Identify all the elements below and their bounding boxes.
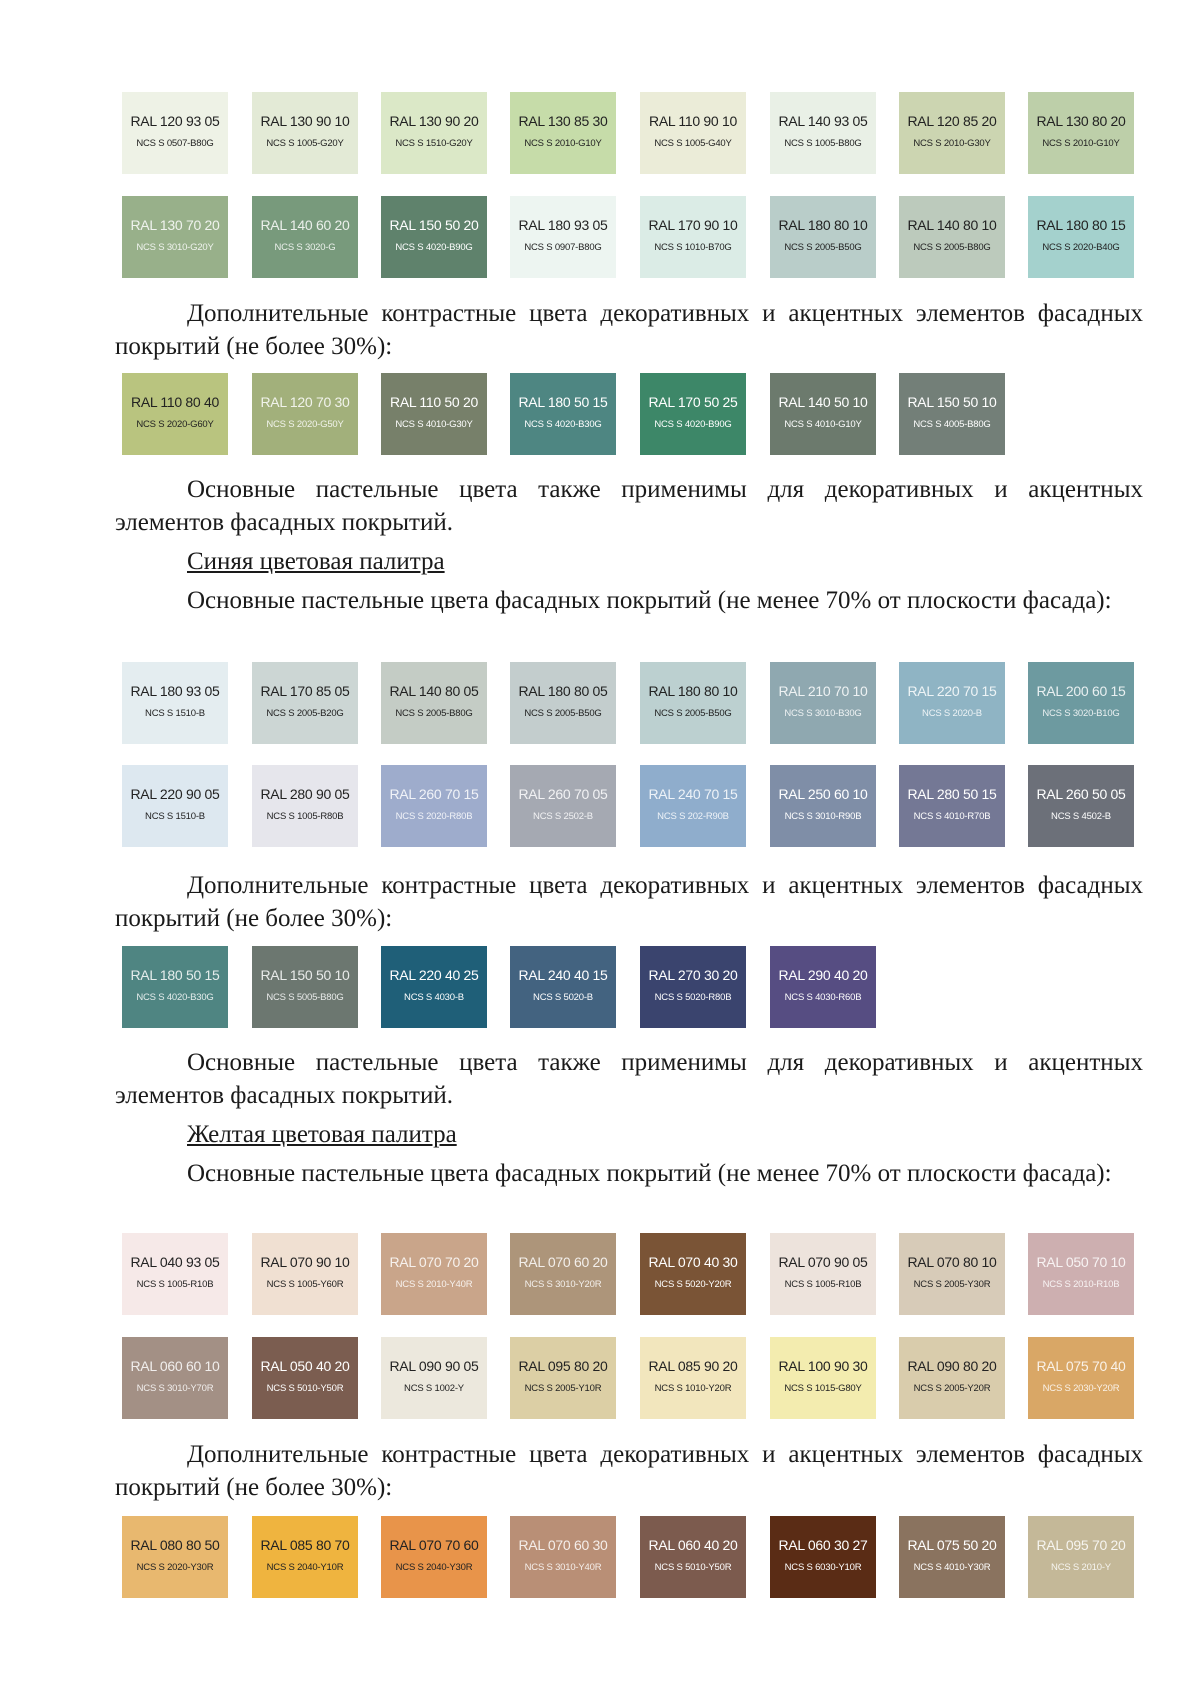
ncs-code: NCS S 2020-Y30R — [136, 1561, 214, 1573]
ncs-code: NCS S 2005-Y20R — [913, 1382, 991, 1394]
ral-code: RAL 180 93 05 — [518, 216, 608, 233]
color-swatch — [510, 946, 616, 1028]
ral-code: RAL 260 70 05 — [518, 785, 608, 802]
ncs-code: NCS S 2020-B40G — [1042, 241, 1120, 253]
ncs-code: NCS S 3020-B10G — [1042, 707, 1120, 719]
ral-code: RAL 140 50 10 — [778, 393, 868, 410]
color-swatch — [899, 1233, 1005, 1315]
ncs-code: NCS S 3010-B30G — [784, 707, 862, 719]
ncs-code: NCS S 5010-Y50R — [266, 1382, 344, 1394]
color-swatch — [252, 946, 358, 1028]
color-swatch — [640, 196, 746, 278]
ral-code: RAL 250 60 10 — [778, 785, 868, 802]
ral-code: RAL 130 90 10 — [260, 112, 350, 129]
color-swatch — [640, 1516, 746, 1598]
color-swatch — [770, 765, 876, 847]
ncs-code: NCS S 1005-G20Y — [266, 137, 344, 149]
ral-code: RAL 070 70 60 — [389, 1536, 479, 1553]
color-swatch — [122, 1233, 228, 1315]
ral-code: RAL 280 50 15 — [907, 785, 997, 802]
ral-code: RAL 240 40 15 — [518, 966, 608, 983]
ncs-code: NCS S 5005-B80G — [266, 991, 344, 1003]
ncs-code: NCS S 5020-B — [533, 991, 593, 1003]
ncs-code: NCS S 2010-G10Y — [1042, 137, 1120, 149]
color-swatch — [510, 373, 616, 455]
ral-code: RAL 075 70 40 — [1036, 1357, 1126, 1374]
ral-code: RAL 170 90 10 — [648, 216, 738, 233]
color-swatch — [122, 1337, 228, 1419]
ral-code: RAL 090 80 20 — [907, 1357, 997, 1374]
ncs-code: NCS S 2030-Y20R — [1042, 1382, 1120, 1394]
body-paragraph: Дополнительные контрастные цвета декоративных и акцентных элементов фасадных покрытий (не более 30%): — [115, 1441, 1143, 1501]
ncs-code: NCS S 4010-G30Y — [395, 418, 473, 430]
color-swatch — [770, 662, 876, 744]
color-swatch — [899, 92, 1005, 174]
ncs-code: NCS S 2010-G10Y — [524, 137, 602, 149]
ral-code: RAL 050 40 20 — [260, 1357, 350, 1374]
color-swatch — [1028, 196, 1134, 278]
ral-code: RAL 085 80 70 — [260, 1536, 350, 1553]
color-swatch — [1028, 92, 1134, 174]
ncs-code: NCS S 4020-B90G — [654, 418, 732, 430]
color-swatch — [1028, 1233, 1134, 1315]
ncs-code: NCS S 3010-Y70R — [136, 1382, 214, 1394]
ral-code: RAL 220 70 15 — [907, 682, 997, 699]
ncs-code: NCS S 2010-G30Y — [913, 137, 991, 149]
ncs-code: NCS S 4020-B90G — [395, 241, 473, 253]
color-swatch — [122, 946, 228, 1028]
color-swatch — [252, 1516, 358, 1598]
color-swatch — [252, 1337, 358, 1419]
ral-code: RAL 100 90 30 — [778, 1357, 868, 1374]
color-swatch — [640, 662, 746, 744]
body-paragraph: Основные пастельные цвета также применимы для декоративных и акцентных элементов фасадных покрытий. — [115, 1049, 1143, 1109]
color-swatch — [252, 92, 358, 174]
ncs-code: NCS S 4030-R60B — [784, 991, 862, 1003]
ncs-code: NCS S 4010-Y30R — [913, 1561, 991, 1573]
ncs-code: NCS S 2005-B50G — [654, 707, 732, 719]
color-swatch — [252, 1233, 358, 1315]
ral-code: RAL 180 80 10 — [648, 682, 738, 699]
ral-code: RAL 150 50 10 — [260, 966, 350, 983]
color-swatch — [510, 196, 616, 278]
color-swatch — [640, 1233, 746, 1315]
color-swatch — [770, 373, 876, 455]
ral-code: RAL 120 70 30 — [260, 393, 350, 410]
body-paragraph: Дополнительные контрастные цвета декоративных и акцентных элементов фасадных покрытий (не более 30%): — [115, 872, 1143, 932]
ncs-code: NCS S 2005-B80G — [395, 707, 473, 719]
ral-code: RAL 070 60 20 — [518, 1253, 608, 1270]
ral-code: RAL 210 70 10 — [778, 682, 868, 699]
ral-code: RAL 040 93 05 — [130, 1253, 220, 1270]
ncs-code: NCS S 0907-B80G — [524, 241, 602, 253]
color-swatch — [381, 662, 487, 744]
ncs-code: NCS S 1005-R10B — [784, 1278, 862, 1290]
color-swatch — [510, 662, 616, 744]
ral-code: RAL 260 50 05 — [1036, 785, 1126, 802]
ncs-code: NCS S 3010-R90B — [784, 810, 862, 822]
ncs-code: NCS S 5010-Y50R — [654, 1561, 732, 1573]
color-swatch — [122, 92, 228, 174]
ncs-code: NCS S 2005-Y10R — [524, 1382, 602, 1394]
ral-code: RAL 180 80 10 — [778, 216, 868, 233]
color-swatch — [122, 373, 228, 455]
ral-code: RAL 130 80 20 — [1036, 112, 1126, 129]
ral-code: RAL 085 90 20 — [648, 1357, 738, 1374]
ral-code: RAL 120 85 20 — [907, 112, 997, 129]
color-swatch — [252, 196, 358, 278]
ral-code: RAL 170 50 25 — [648, 393, 738, 410]
ncs-code: NCS S 4010-R70B — [913, 810, 991, 822]
ncs-code: NCS S 2040-Y30R — [395, 1561, 473, 1573]
ral-code: RAL 080 80 50 — [130, 1536, 220, 1553]
color-swatch — [510, 1516, 616, 1598]
ral-code: RAL 180 80 05 — [518, 682, 608, 699]
ncs-code: NCS S 2010-Y — [1051, 1561, 1111, 1573]
color-swatch — [899, 373, 1005, 455]
ncs-code: NCS S 5020-R80B — [654, 991, 732, 1003]
ral-code: RAL 070 60 30 — [518, 1536, 608, 1553]
color-swatch — [1028, 1337, 1134, 1419]
color-swatch — [770, 92, 876, 174]
ncs-code: NCS S 2020-B — [922, 707, 982, 719]
color-swatch — [122, 662, 228, 744]
color-swatch — [770, 1337, 876, 1419]
color-swatch — [252, 662, 358, 744]
color-swatch — [122, 765, 228, 847]
ral-code: RAL 060 60 10 — [130, 1357, 220, 1374]
color-swatch — [510, 92, 616, 174]
ncs-code: NCS S 1510-G20Y — [395, 137, 473, 149]
ral-code: RAL 110 50 20 — [390, 393, 478, 410]
ncs-code: NCS S 3020-G — [274, 241, 336, 253]
ncs-code: NCS S 1002-Y — [404, 1382, 464, 1394]
color-swatch — [770, 1516, 876, 1598]
ral-code: RAL 075 50 20 — [907, 1536, 997, 1553]
ral-code: RAL 130 70 20 — [130, 216, 220, 233]
ral-code: RAL 120 93 05 — [130, 112, 220, 129]
color-swatch — [640, 1337, 746, 1419]
section-heading: Желтая цветовая палитра — [187, 1121, 457, 1148]
ral-code: RAL 140 93 05 — [778, 112, 868, 129]
color-swatch — [381, 1233, 487, 1315]
ral-code: RAL 130 90 20 — [389, 112, 479, 129]
color-swatch — [252, 765, 358, 847]
color-swatch — [899, 662, 1005, 744]
color-swatch — [510, 1233, 616, 1315]
ral-code: RAL 060 40 20 — [648, 1536, 738, 1553]
ncs-code: NCS S 4020-B30G — [524, 418, 602, 430]
color-swatch — [770, 196, 876, 278]
body-paragraph: Дополнительные контрастные цвета декоративных и акцентных элементов фасадных покрытий (не более 30%): — [115, 300, 1143, 360]
ncs-code: NCS S 1005-G40Y — [654, 137, 732, 149]
ncs-code: NCS S 2502-B — [533, 810, 593, 822]
ral-code: RAL 070 90 05 — [778, 1253, 868, 1270]
ral-code: RAL 180 80 15 — [1036, 216, 1126, 233]
color-swatch — [1028, 662, 1134, 744]
color-swatch — [640, 373, 746, 455]
color-swatch — [899, 196, 1005, 278]
color-swatch — [770, 1233, 876, 1315]
ncs-code: NCS S 2005-B80G — [913, 241, 991, 253]
color-swatch — [899, 1516, 1005, 1598]
ral-code: RAL 070 70 20 — [389, 1253, 479, 1270]
ncs-code: NCS S 3010-G20Y — [136, 241, 214, 253]
ncs-code: NCS S 4502-B — [1051, 810, 1111, 822]
ral-code: RAL 140 80 10 — [907, 216, 997, 233]
ncs-code: NCS S 1015-G80Y — [784, 1382, 862, 1394]
ncs-code: NCS S 0507-B80G — [136, 137, 214, 149]
ncs-code: NCS S 1510-B — [145, 810, 205, 822]
ral-code: RAL 150 50 10 — [907, 393, 997, 410]
ncs-code: NCS S 4005-B80G — [913, 418, 991, 430]
color-swatch — [381, 1337, 487, 1419]
ncs-code: NCS S 1005-Y60R — [266, 1278, 344, 1290]
ral-code: RAL 070 80 10 — [907, 1253, 997, 1270]
ral-code: RAL 180 50 15 — [130, 966, 220, 983]
ral-code: RAL 280 90 05 — [260, 785, 350, 802]
color-swatch — [640, 92, 746, 174]
color-swatch — [381, 92, 487, 174]
section-heading: Синяя цветовая палитра — [187, 548, 445, 575]
ncs-code: NCS S 202-R90B — [657, 810, 729, 822]
ncs-code: NCS S 6030-Y10R — [784, 1561, 862, 1573]
ncs-code: NCS S 2005-B50G — [524, 707, 602, 719]
ral-code: RAL 220 90 05 — [130, 785, 220, 802]
ral-code: RAL 110 90 10 — [649, 112, 737, 129]
color-swatch — [381, 1516, 487, 1598]
body-paragraph: Основные пастельные цвета также применимы для декоративных и акцентных элементов фасадных покрытий. — [115, 476, 1143, 536]
color-swatch — [1028, 1516, 1134, 1598]
color-swatch — [122, 1516, 228, 1598]
color-swatch — [381, 196, 487, 278]
ral-code: RAL 140 80 05 — [389, 682, 479, 699]
ral-code: RAL 170 85 05 — [260, 682, 350, 699]
ncs-code: NCS S 2005-B50G — [784, 241, 862, 253]
ncs-code: NCS S 4020-B30G — [136, 991, 214, 1003]
ncs-code: NCS S 3010-Y40R — [524, 1561, 602, 1573]
ral-code: RAL 090 90 05 — [389, 1357, 479, 1374]
ncs-code: NCS S 1510-B — [145, 707, 205, 719]
ncs-code: NCS S 5020-Y20R — [654, 1278, 732, 1290]
color-swatch — [510, 765, 616, 847]
color-swatch — [122, 196, 228, 278]
ral-code: RAL 290 40 20 — [778, 966, 868, 983]
ral-code: RAL 220 40 25 — [389, 966, 479, 983]
ncs-code: NCS S 2020-G60Y — [136, 418, 214, 430]
ral-code: RAL 140 60 20 — [260, 216, 350, 233]
body-paragraph: Основные пастельные цвета фасадных покрытий (не менее 70% от плоскости фасада): — [187, 587, 1112, 614]
ral-code: RAL 180 50 15 — [518, 393, 608, 410]
ral-code: RAL 260 70 15 — [389, 785, 479, 802]
color-swatch — [1028, 765, 1134, 847]
ral-code: RAL 270 30 20 — [648, 966, 738, 983]
ncs-code: NCS S 1005-B80G — [784, 137, 862, 149]
ncs-code: NCS S 3010-Y20R — [524, 1278, 602, 1290]
color-swatch — [381, 946, 487, 1028]
color-swatch — [252, 373, 358, 455]
ncs-code: NCS S 1010-B70G — [654, 241, 732, 253]
ral-code: RAL 180 93 05 — [130, 682, 220, 699]
body-paragraph: Основные пастельные цвета фасадных покрытий (не менее 70% от плоскости фасада): — [187, 1160, 1112, 1187]
color-swatch — [510, 1337, 616, 1419]
ncs-code: NCS S 2040-Y10R — [266, 1561, 344, 1573]
ncs-code: NCS S 2020-R80B — [395, 810, 473, 822]
ral-code: RAL 130 85 30 — [518, 112, 608, 129]
ncs-code: NCS S 4030-B — [404, 991, 464, 1003]
ncs-code: NCS S 1005-R80B — [266, 810, 344, 822]
color-swatch — [640, 946, 746, 1028]
color-swatch — [770, 946, 876, 1028]
ral-code: RAL 060 30 27 — [778, 1536, 868, 1553]
color-swatch — [899, 765, 1005, 847]
color-swatch — [899, 1337, 1005, 1419]
ncs-code: NCS S 1005-R10B — [136, 1278, 214, 1290]
ncs-code: NCS S 2005-Y30R — [913, 1278, 991, 1290]
ral-code: RAL 110 80 40 — [131, 393, 219, 410]
ncs-code: NCS S 2010-Y40R — [395, 1278, 473, 1290]
ncs-code: NCS S 2020-G50Y — [266, 418, 344, 430]
ral-code: RAL 070 40 30 — [648, 1253, 738, 1270]
ncs-code: NCS S 2010-R10B — [1042, 1278, 1120, 1290]
color-swatch — [381, 765, 487, 847]
color-swatch — [640, 765, 746, 847]
ral-code: RAL 070 90 10 — [260, 1253, 350, 1270]
ral-code: RAL 095 70 20 — [1036, 1536, 1126, 1553]
ncs-code: NCS S 4010-G10Y — [784, 418, 862, 430]
ral-code: RAL 150 50 20 — [389, 216, 479, 233]
ral-code: RAL 050 70 10 — [1036, 1253, 1126, 1270]
color-swatch — [381, 373, 487, 455]
ral-code: RAL 240 70 15 — [648, 785, 738, 802]
ncs-code: NCS S 2005-B20G — [266, 707, 344, 719]
ral-code: RAL 200 60 15 — [1036, 682, 1126, 699]
ncs-code: NCS S 1010-Y20R — [654, 1382, 732, 1394]
ral-code: RAL 095 80 20 — [518, 1357, 608, 1374]
